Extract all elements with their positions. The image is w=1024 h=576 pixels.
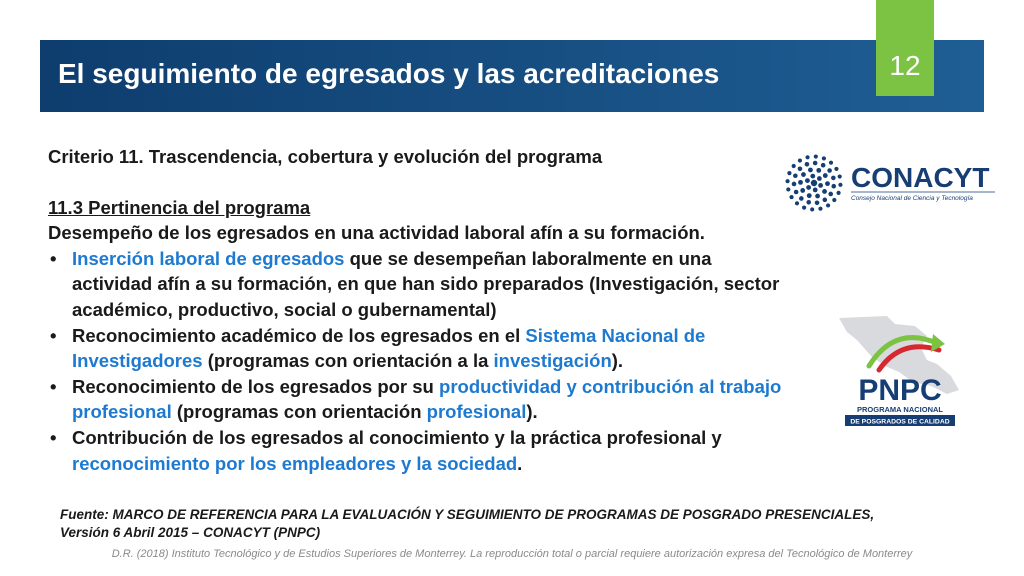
highlight-text: investigación xyxy=(493,350,612,372)
bullet-text: . xyxy=(517,452,523,474)
source-line-1: Fuente: MARCO DE REFERENCIA PARA LA EVALUACIÓN Y SEGUIMIENTO DE PROGRAMAS DE POSGRADO PRESENCIALES, xyxy=(60,507,875,522)
emblem-dot xyxy=(798,180,803,185)
conacyt-emblem-icon xyxy=(785,154,842,211)
conacyt-logo xyxy=(783,152,998,214)
emblem-dot xyxy=(805,178,810,183)
pnpc-name: PNPC xyxy=(858,374,942,407)
emblem-dot xyxy=(806,200,811,205)
emblem-dot xyxy=(810,207,814,211)
slide-title: El seguimiento de egresados y las acreditaciones xyxy=(58,58,720,89)
bullet-list xyxy=(48,246,793,476)
emblem-dot xyxy=(815,194,820,199)
bullet-text: ). xyxy=(611,350,624,372)
emblem-dot xyxy=(792,182,797,187)
subheading: 11.3 Pertinencia del programa xyxy=(48,196,311,218)
emblem-dot xyxy=(793,173,798,178)
slide-content xyxy=(48,144,793,476)
bullet-item xyxy=(48,246,793,323)
emblem-dot xyxy=(825,181,830,186)
emblem-dot xyxy=(808,168,813,173)
emblem-dot xyxy=(832,198,836,202)
page-number-badge xyxy=(876,0,934,96)
emblem-dot xyxy=(792,164,796,168)
emblem-dot xyxy=(838,174,842,178)
emblem-dot xyxy=(789,195,793,199)
emblem-dot xyxy=(795,201,799,205)
emblem-dot xyxy=(838,183,842,187)
emblem-dot xyxy=(814,154,818,158)
bullet-item xyxy=(48,425,793,476)
emblem-dot xyxy=(805,162,810,167)
emblem-dot xyxy=(810,174,815,179)
emblem-dot xyxy=(836,191,840,195)
bullet-text: Reconocimiento de los egresados por su xyxy=(72,375,440,397)
emblem-dot xyxy=(794,190,799,195)
emblem-dot xyxy=(823,173,828,178)
emblem-dot xyxy=(799,196,804,201)
bullet-text: ). xyxy=(526,401,538,423)
emblem-dot xyxy=(805,155,809,159)
emblem-dot xyxy=(802,205,806,209)
highlight-text: Sistema Nacional de Investigadores xyxy=(72,324,706,372)
emblem-dot xyxy=(798,166,803,171)
emblem-dot xyxy=(818,183,823,188)
emblem-dot xyxy=(801,172,806,177)
emblem-dot xyxy=(786,187,790,191)
highlight-text: productividad y contribución al trabajo profesional xyxy=(72,375,782,423)
footer-copyright: D.R. (2018) Instituto Tecnológico y de Estudios Superiores de Monterrey. La reproducción total o parcial requiere autorización expresa del Tecnológico de Monterrey xyxy=(111,548,913,560)
conacyt-tagline: Consejo Nacional de Ciencia y Tecnología xyxy=(851,195,973,202)
pnpc-logo xyxy=(835,310,965,440)
emblem-dot xyxy=(806,185,811,190)
emblem-dot xyxy=(831,184,836,189)
emblem-dot xyxy=(785,179,789,183)
title-bar xyxy=(40,40,984,112)
page-number: 12 xyxy=(889,50,921,81)
bullet-text: (programas con orientación a la xyxy=(202,350,494,372)
emblem-dot xyxy=(828,192,833,197)
emblem-dot xyxy=(813,161,818,166)
emblem-dot xyxy=(822,189,827,194)
bullet-item xyxy=(48,323,793,374)
highlight-text: reconocimiento por los empleadores y la sociedad xyxy=(72,452,518,474)
bullet-item xyxy=(48,374,793,425)
emblem-dot xyxy=(787,171,791,175)
bullet-text: que se desempeñan laboralmente en una actividad afín a su formación, en que han sido preparados (Investigación, sector académico, productivo, social o gubernamental) xyxy=(72,247,780,320)
emblem-dot xyxy=(821,163,826,168)
emblem-dot xyxy=(827,168,832,173)
pnpc-line1: PROGRAMA NACIONAL xyxy=(857,405,943,414)
highlight-text: profesional xyxy=(426,401,527,423)
emblem-dot xyxy=(823,198,828,203)
emblem-dot xyxy=(813,187,818,192)
emblem-dot xyxy=(798,158,802,162)
emblem-dot xyxy=(800,188,805,193)
criterio-heading: Criterio 11. Trascendencia, cobertura y evolución del programa xyxy=(48,146,603,167)
conacyt-name: CONACYT xyxy=(851,162,990,193)
source-line-2: Versión 6 Abril 2015 – CONACYT (PNPC) xyxy=(60,525,321,540)
emblem-dot xyxy=(822,156,826,160)
emblem-dot xyxy=(818,207,822,211)
intro-text: Desempeño de los egresados en una actividad laboral afín a su formación. xyxy=(48,222,705,244)
emblem-dot xyxy=(807,193,812,198)
bullet-text: Reconocimiento académico de los egresados en el xyxy=(72,324,526,346)
emblem-dot xyxy=(826,203,830,207)
highlight-text: Inserción laboral de egresados xyxy=(72,247,345,269)
emblem-dot xyxy=(829,161,833,165)
emblem-dot xyxy=(831,176,836,181)
bullet-text: (programas con orientación xyxy=(171,401,427,423)
source-citation xyxy=(60,506,960,542)
emblem-dot xyxy=(834,167,838,171)
bullet-text: Contribución de los egresados al conocimiento y la práctica profesional y xyxy=(72,426,722,448)
emblem-dot xyxy=(815,200,820,205)
emblem-dot xyxy=(816,168,821,173)
pnpc-line2: DE POSGRADOS DE CALIDAD xyxy=(850,418,950,426)
emblem-dot xyxy=(817,176,822,181)
emblem-dot xyxy=(811,180,817,186)
